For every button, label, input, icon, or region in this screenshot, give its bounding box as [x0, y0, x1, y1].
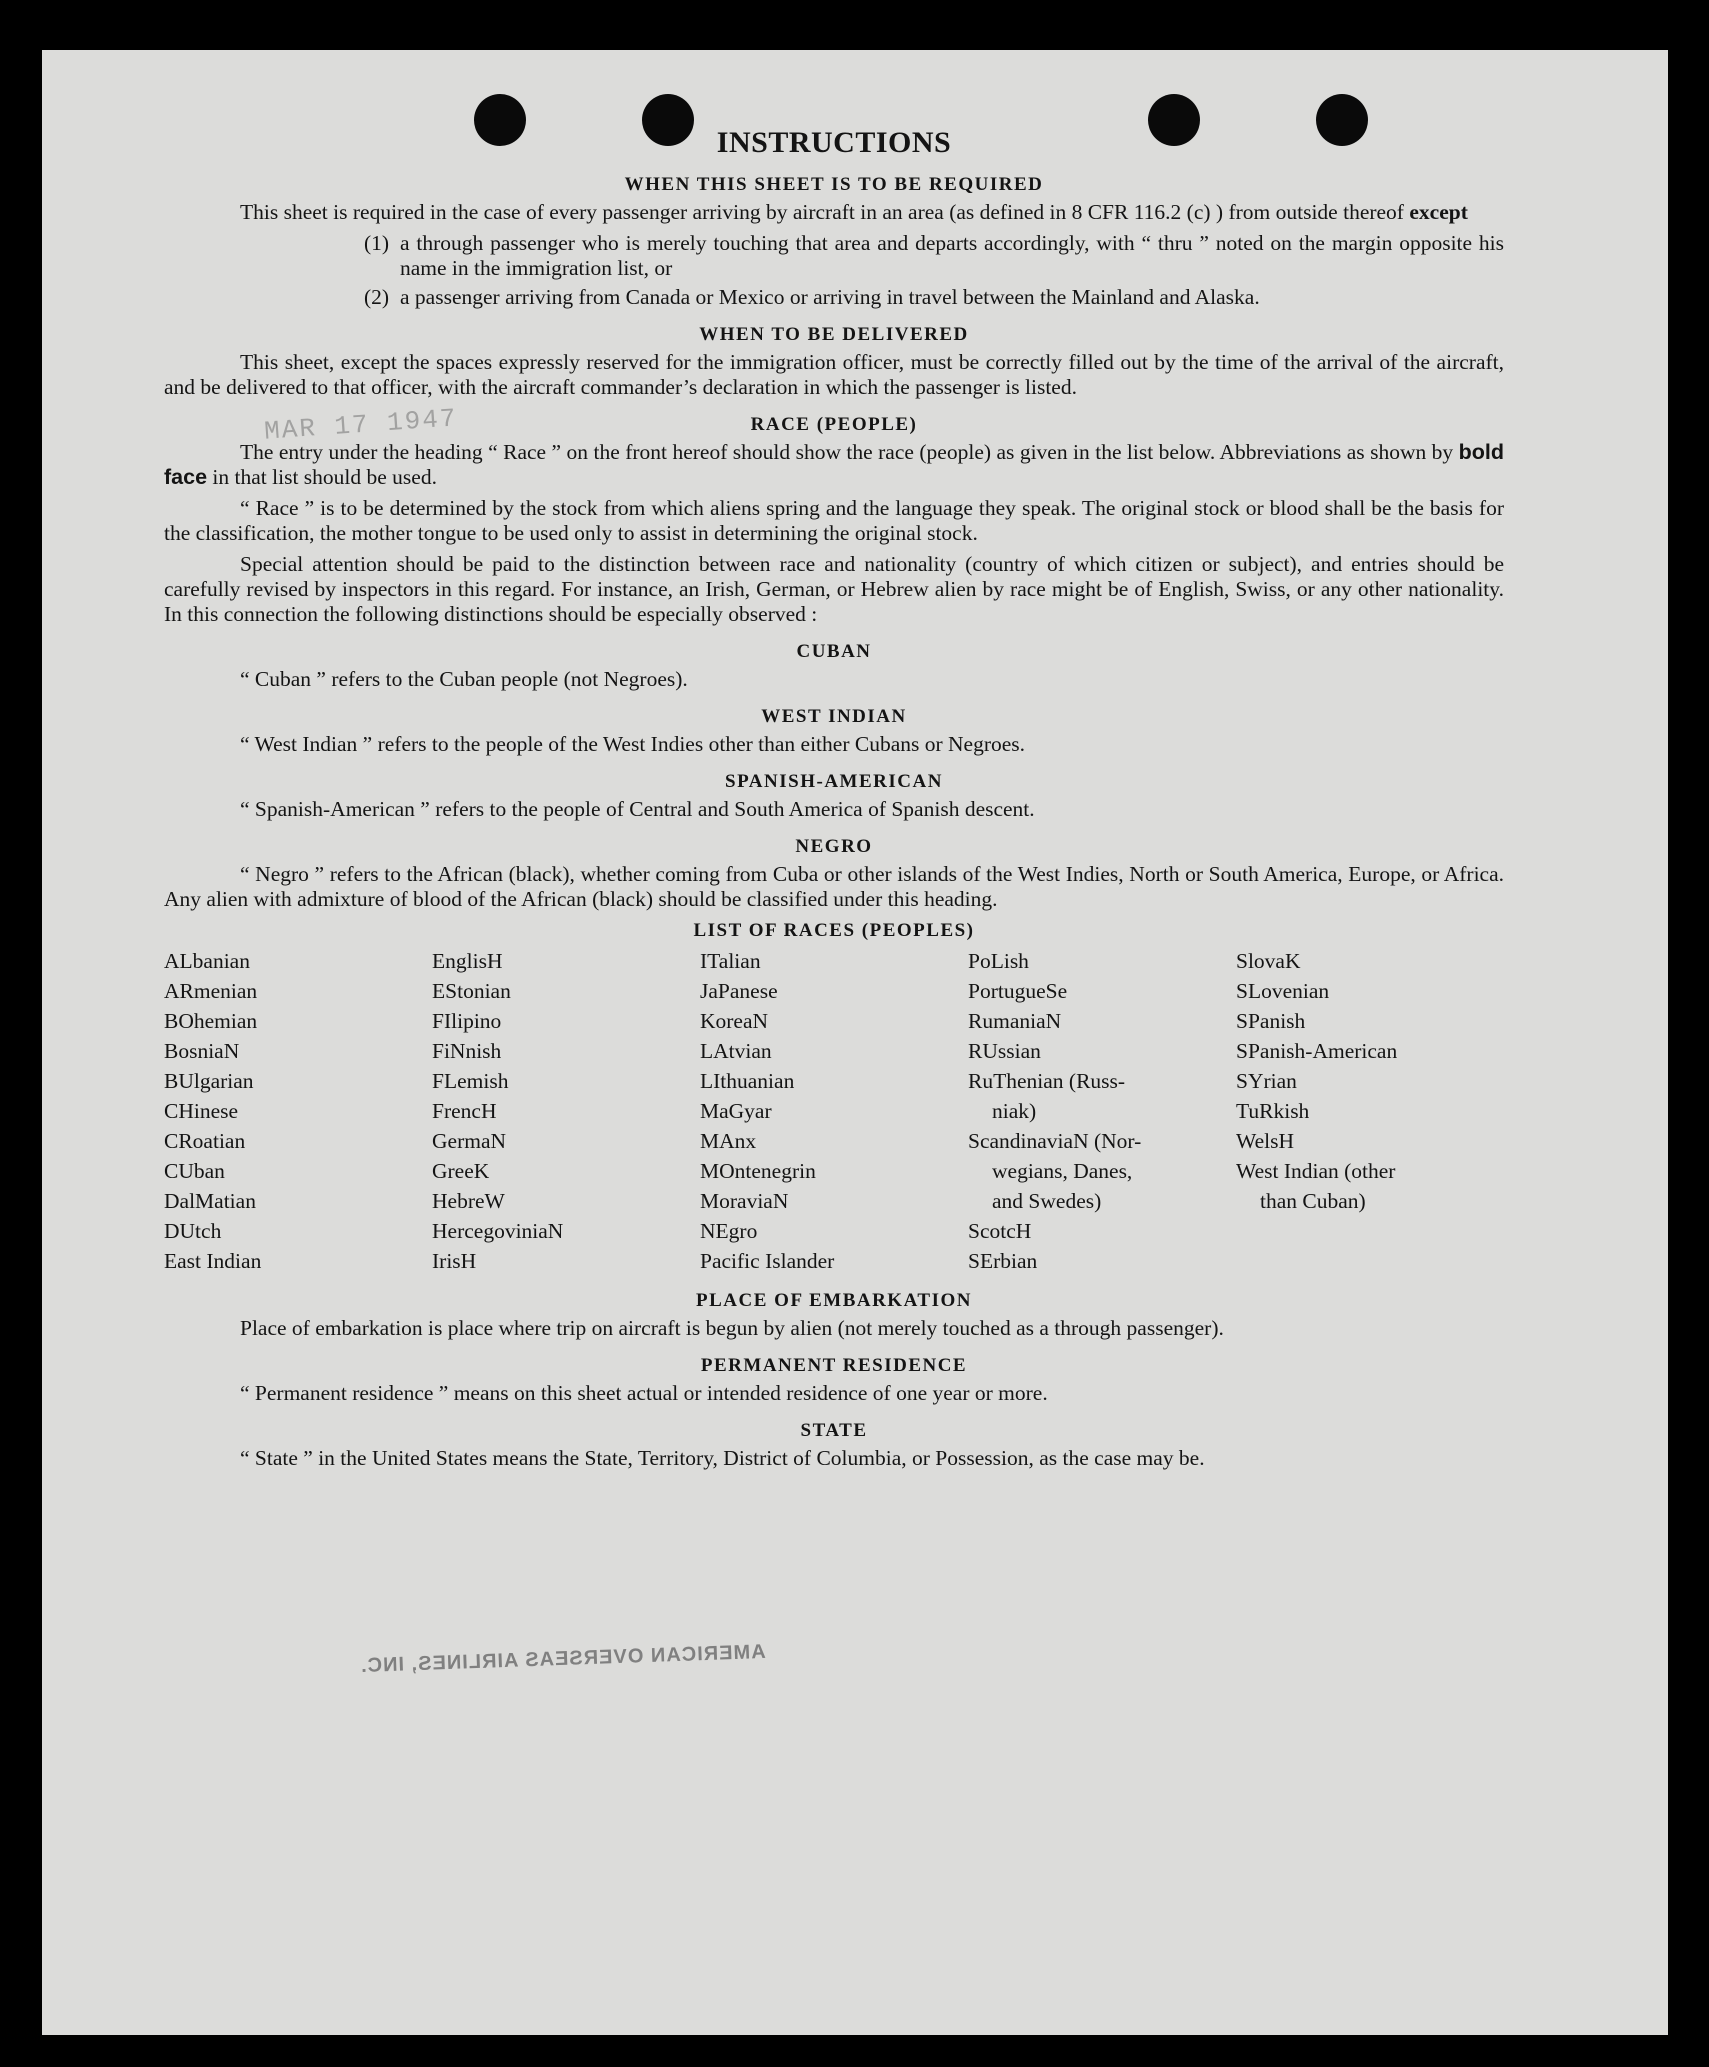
- race-item: HebreW: [432, 1189, 505, 1213]
- section-heading: WHEN THIS SHEET IS TO BE REQUIRED: [624, 174, 1044, 195]
- section-heading: SPANISH-AMERICAN: [725, 771, 943, 792]
- race-item: wegians, Danes,: [992, 1159, 1133, 1183]
- section-heading: PERMANENT RESIDENCE: [700, 1355, 968, 1376]
- race-item: DalMatian: [164, 1189, 256, 1213]
- page-title: INSTRUCTIONS: [716, 126, 952, 159]
- race-item: RuThenian (Russ-: [968, 1069, 1126, 1093]
- race-column: [700, 946, 968, 1276]
- race-item: JaPanese: [700, 979, 778, 1003]
- race-item: DUtch: [164, 1219, 222, 1243]
- race-item: BUlgarian: [164, 1069, 254, 1093]
- race-list: [164, 946, 1504, 1276]
- race-item: PoLish: [968, 949, 1029, 973]
- race-item: ALbanian: [164, 949, 250, 973]
- race-item: CUban: [164, 1159, 225, 1183]
- list-item: (1) a through passenger who is merely touching that area and departs accordingly, with “ thru ” noted on the margin opposite his name in the immigration list, or: [364, 231, 1504, 280]
- race-item: PortugueSe: [968, 979, 1068, 1003]
- race-item: GermaN: [432, 1129, 507, 1153]
- race-item: NEgro: [700, 1219, 758, 1243]
- section-heading: STATE: [800, 1420, 868, 1441]
- race-column: [968, 946, 1236, 1276]
- race-item: ScotcH: [968, 1219, 1032, 1243]
- list-item: (2) a passenger arriving from Canada or Mexico or arriving in travel between the Mainland and Alaska.: [364, 285, 1260, 309]
- section-heading: WEST INDIAN: [761, 706, 907, 727]
- race-item: East Indian: [164, 1249, 262, 1273]
- date-stamp: MAR 17 1947: [263, 403, 459, 447]
- race-item: LAtvian: [700, 1039, 772, 1063]
- race-item: MaGyar: [700, 1099, 772, 1123]
- race-item: ScandinaviaN (Nor-: [968, 1129, 1142, 1153]
- race-item: niak): [992, 1099, 1037, 1123]
- section-heading: RACE (PEOPLE): [750, 414, 918, 435]
- race-item: SLovenian: [1236, 979, 1330, 1003]
- race-item: FiNnish: [432, 1039, 502, 1063]
- section-text: This sheet, except the spaces expressly reserved for the immigration officer, must be correctly filled out by the time of the arrival of the aircraft, and be delivered to that officer, with the aircraft commander’s declaration in which the passenger is listed.: [164, 350, 1504, 399]
- race-item: SErbian: [968, 1249, 1038, 1273]
- section-text: Place of embarkation is place where trip on aircraft is begun by alien (not merely touched as a through passenger).: [240, 1316, 1224, 1340]
- section-text: “ West Indian ” refers to the people of the West Indies other than either Cubans or Negroes.: [240, 732, 1026, 756]
- section-text: This sheet is required in the case of every passenger arriving by aircraft in an area (as defined in 8 CFR 116.2 (c) ) from outside thereof except: [240, 200, 1468, 224]
- race-item: ARmenian: [164, 979, 258, 1003]
- airline-stamp: AMERICAN OVERSEAS AIRLINES, INC.: [359, 1640, 766, 1678]
- instructions-content: [164, 126, 1504, 1477]
- section-text: Special attention should be paid to the distinction between race and nationality (country of which citizen or subject), and entries should be carefully revised by inspectors in this regard. For instance, an Irish, German, or Hebrew alien by race might be of English, Swiss, or any other nationality. In this connection the following distinctions should be especially observed :: [164, 552, 1504, 626]
- section-heading: CUBAN: [796, 641, 872, 662]
- race-item: HercegoviniaN: [432, 1219, 564, 1243]
- race-item: RUssian: [968, 1039, 1041, 1063]
- race-item: ITalian: [700, 949, 761, 973]
- section-text: “ Spanish-American ” refers to the people of Central and South America of Spanish descent.: [240, 797, 1035, 821]
- race-item: SPanish: [1236, 1009, 1306, 1033]
- section-text: “ Permanent residence ” means on this sheet actual or intended residence of one year or more.: [240, 1381, 1048, 1405]
- race-item: FLemish: [432, 1069, 509, 1093]
- race-item: WelsH: [1236, 1129, 1294, 1153]
- race-item: TuRkish: [1236, 1099, 1310, 1123]
- race-item: CRoatian: [164, 1129, 246, 1153]
- race-item: IrisH: [432, 1249, 477, 1273]
- section-text: “ State ” in the United States means the State, Territory, District of Columbia, or Possession, as the case may be.: [240, 1446, 1205, 1470]
- race-column: [1236, 946, 1504, 1276]
- race-item: MOntenegrin: [700, 1159, 816, 1183]
- race-item: CHinese: [164, 1099, 239, 1123]
- section-heading: NEGRO: [795, 836, 873, 857]
- section-text: The entry under the heading “ Race ” on the front hereof should show the race (people) as given in the list below. Abbreviations as shown by bold face in that list should be used.: [164, 440, 1504, 489]
- race-item: FrencH: [432, 1099, 497, 1123]
- section-heading: WHEN TO BE DELIVERED: [699, 324, 969, 345]
- race-item: MoraviaN: [700, 1189, 789, 1213]
- race-item: than Cuban): [1260, 1189, 1366, 1213]
- race-item: MAnx: [700, 1129, 757, 1153]
- race-item: SlovaK: [1236, 949, 1301, 973]
- section-heading: PLACE OF EMBARKATION: [696, 1290, 972, 1311]
- section-text: “ Negro ” refers to the African (black), whether coming from Cuba or other islands of the West Indies, North or South America, Europe, or Africa. Any alien with admixture of blood of the African (black) should be classified under this heading.: [164, 862, 1504, 911]
- section-text: “ Cuban ” refers to the Cuban people (not Negroes).: [240, 667, 688, 691]
- race-item: RumaniaN: [968, 1009, 1062, 1033]
- race-item: SYrian: [1236, 1069, 1297, 1093]
- race-column: [432, 946, 700, 1276]
- race-item: LIthuanian: [700, 1069, 795, 1093]
- race-item: FIlipino: [432, 1009, 502, 1033]
- section-heading: LIST OF RACES (PEOPLES): [693, 920, 975, 941]
- race-item: and Swedes): [992, 1189, 1102, 1213]
- race-item: BOhemian: [164, 1009, 258, 1033]
- section-text: “ Race ” is to be determined by the stock from which aliens spring and the language they speak. The original stock or blood shall be the basis for the classification, the mother tongue to be used only to assist in determining the original stock.: [164, 496, 1504, 545]
- race-item: BosniaN: [164, 1039, 240, 1063]
- race-item: EStonian: [432, 979, 511, 1003]
- race-item: EnglisH: [432, 949, 503, 973]
- race-item: GreeK: [432, 1159, 490, 1183]
- race-item: SPanish-American: [1236, 1039, 1398, 1063]
- race-item: KoreaN: [700, 1009, 769, 1033]
- race-item: West Indian (other: [1236, 1159, 1396, 1183]
- race-column: [164, 946, 432, 1276]
- race-item: Pacific Islander: [700, 1249, 835, 1273]
